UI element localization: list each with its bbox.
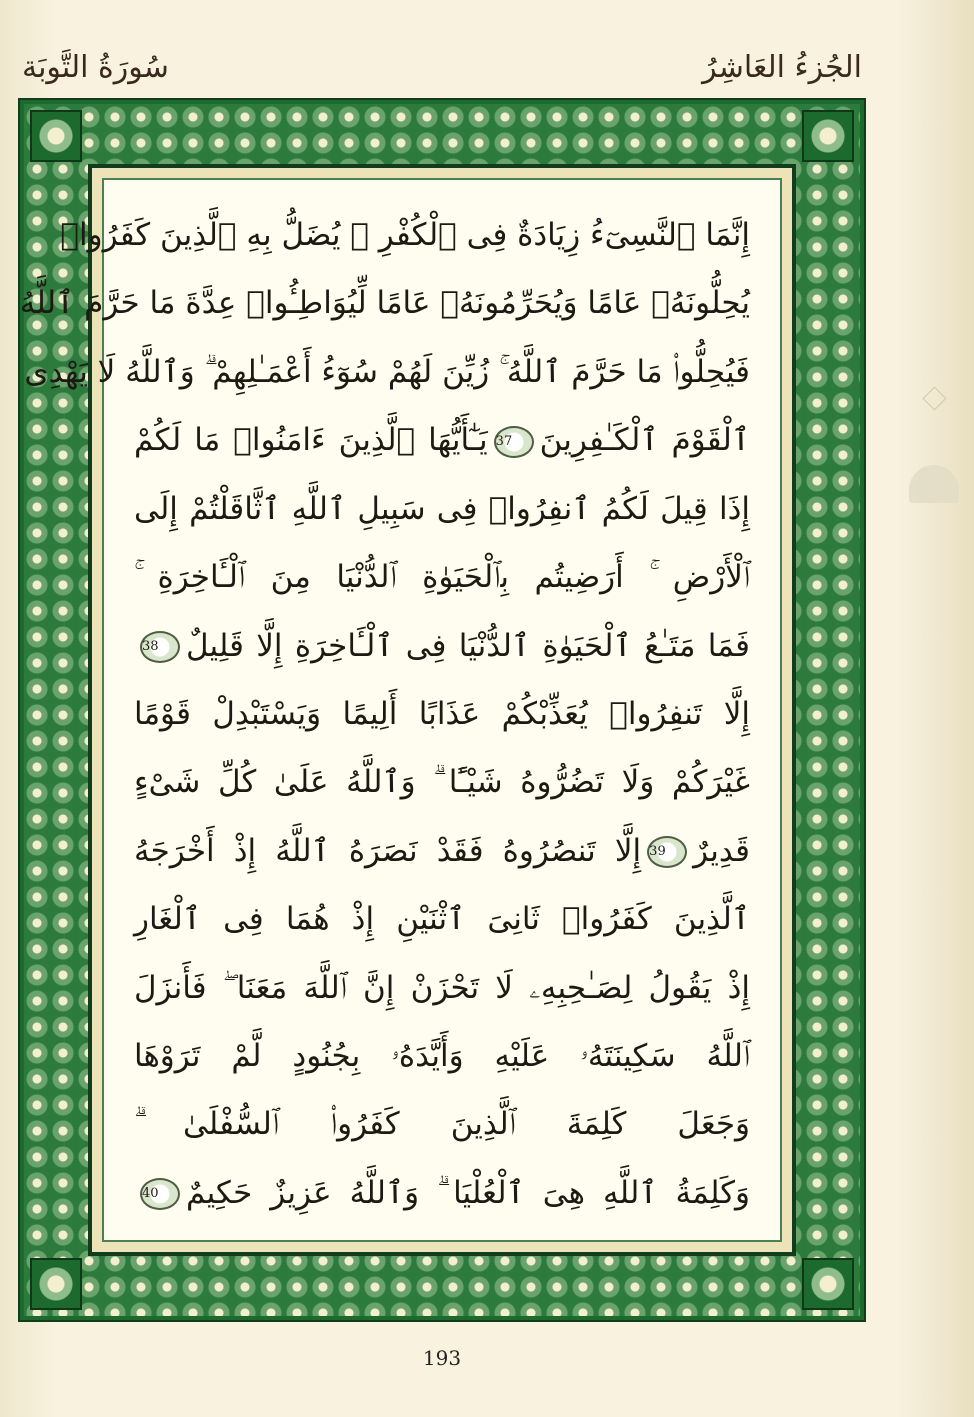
verse-text: ٱلْأَرْضِ ۚ أَرَضِيتُم بِٱلْحَيَوٰةِ ٱلدُّنْيَا مِنَ ٱلْـَٔاخِرَةِ ۚ: [134, 559, 750, 596]
decorative-frame: [18, 98, 866, 1322]
verse-line: [134, 888, 750, 950]
ayah-number-marker: 38: [140, 631, 180, 663]
surah-title: سُورَةُ التَّوبَة: [22, 50, 169, 85]
verse-line: [134, 751, 750, 813]
verse-line: [134, 409, 750, 471]
verse-lines: [19, 204, 750, 1224]
verse-line: [24, 341, 750, 403]
verse-line: [134, 546, 750, 608]
verse-line: [134, 683, 750, 745]
verse-text: ٱلَّذِينَ كَفَرُوا۟ ثَانِىَ ٱثْنَيْنِ إِذْ هُمَا فِى ٱلْغَارِ: [134, 901, 750, 938]
juz-title: الجُزءُ العَاشِرُ: [702, 50, 862, 85]
verse-line: [134, 957, 750, 1019]
verse-text: قَدِيرٌ: [693, 832, 750, 869]
verse-text: ٱلْقَوْمَ ٱلْكَـٰفِرِينَ: [539, 422, 750, 459]
verse-line: [134, 820, 750, 882]
frame-corner-ornament: [802, 1258, 854, 1310]
ayah-number-marker: 37: [494, 426, 534, 458]
text-panel: [19, 178, 782, 1242]
frame-corner-ornament: [802, 110, 854, 162]
verse-text: ٱللَّهُ سَكِينَتَهُۥ عَلَيْهِ وَأَيَّدَهُۥ بِجُنُودٍ لَّمْ تَرَوْهَا: [134, 1038, 750, 1075]
verse-text: وَكَلِمَةُ ٱللَّهِ هِىَ ٱلْعُلْيَا ۗ وَٱللَّهُ عَزِيزٌ حَكِيمٌ: [186, 1174, 750, 1211]
verse-line: [134, 1093, 750, 1155]
verse-line: [134, 1162, 750, 1224]
verse-text: غَيْرَكُمْ وَلَا تَضُرُّوهُ شَيْـًٔا ۗ وَٱللَّهُ عَلَىٰ كُلِّ شَىْءٍ: [134, 764, 750, 801]
verse-line: [60, 204, 750, 266]
page-header: [22, 50, 862, 96]
verse-text: إِذْ يَقُولُ لِصَـٰحِبِهِۦ لَا تَحْزَنْ إِنَّ ٱللَّهَ مَعَنَا ۖ فَأَنزَلَ: [134, 969, 750, 1006]
verse-text: إِنَّمَا ٱلنَّسِىٓءُ زِيَادَةٌ فِى ٱلْكُفْرِ ۖ يُضَلُّ بِهِ ٱلَّذِينَ كَفَرُوا۟: [60, 217, 750, 253]
verse-text: إِلَّا تَنفِرُوا۟ يُعَذِّبْكُمْ عَذَابًا أَلِيمًا وَيَسْتَبْدِلْ قَوْمًا: [134, 695, 750, 732]
verse-line: [134, 1025, 750, 1087]
page-number: 193: [422, 1346, 462, 1370]
verse-text: يُحِلُّونَهُۥ عَامًا وَيُحَرِّمُونَهُۥ عَامًا لِّيُوَاطِـُٔوا۟ عِدَّةَ مَا حَرَّمَ ٱللَّهُ: [19, 285, 750, 322]
inner-border: [19, 164, 796, 1256]
verse-line: [134, 478, 750, 540]
verse-text: فَيُحِلُّوا۟ مَا حَرَّمَ ٱللَّهُ ۚ زُيِّنَ لَهُمْ سُوٓءُ أَعْمَـٰلِهِمْ ۗ وَٱللَّهُ لَا يَهْدِى: [24, 353, 750, 390]
verse-text: وَجَعَلَ كَلِمَةَ ٱلَّذِينَ كَفَرُوا۟ ٱلسُّفْلَىٰ ۗ: [134, 1106, 750, 1143]
ayah-number-marker: 40: [140, 1178, 180, 1210]
verse-text-continued: يَـٰٓأَيُّهَا ٱلَّذِينَ ءَامَنُوا۟ مَا لَكُمْ: [134, 422, 488, 459]
verse-line: [134, 615, 750, 677]
verse-text-continued: إِلَّا تَنصُرُوهُ فَقَدْ نَصَرَهُ ٱللَّهُ إِذْ أَخْرَجَهُ: [134, 832, 642, 869]
ayah-number-marker: 39: [647, 836, 687, 868]
frame-corner-ornament: [30, 1258, 82, 1310]
verse-text: فَمَا مَتَـٰعُ ٱلْحَيَوٰةِ ٱلدُّنْيَا فِى ٱلْـَٔاخِرَةِ إِلَّا قَلِيلٌ: [186, 627, 750, 664]
frame-corner-ornament: [30, 110, 82, 162]
verse-line: [19, 272, 750, 334]
verse-text: إِذَا قِيلَ لَكُمُ ٱنفِرُوا۟ فِى سَبِيلِ ٱللَّهِ ٱثَّاقَلْتُمْ إِلَى: [134, 490, 750, 527]
